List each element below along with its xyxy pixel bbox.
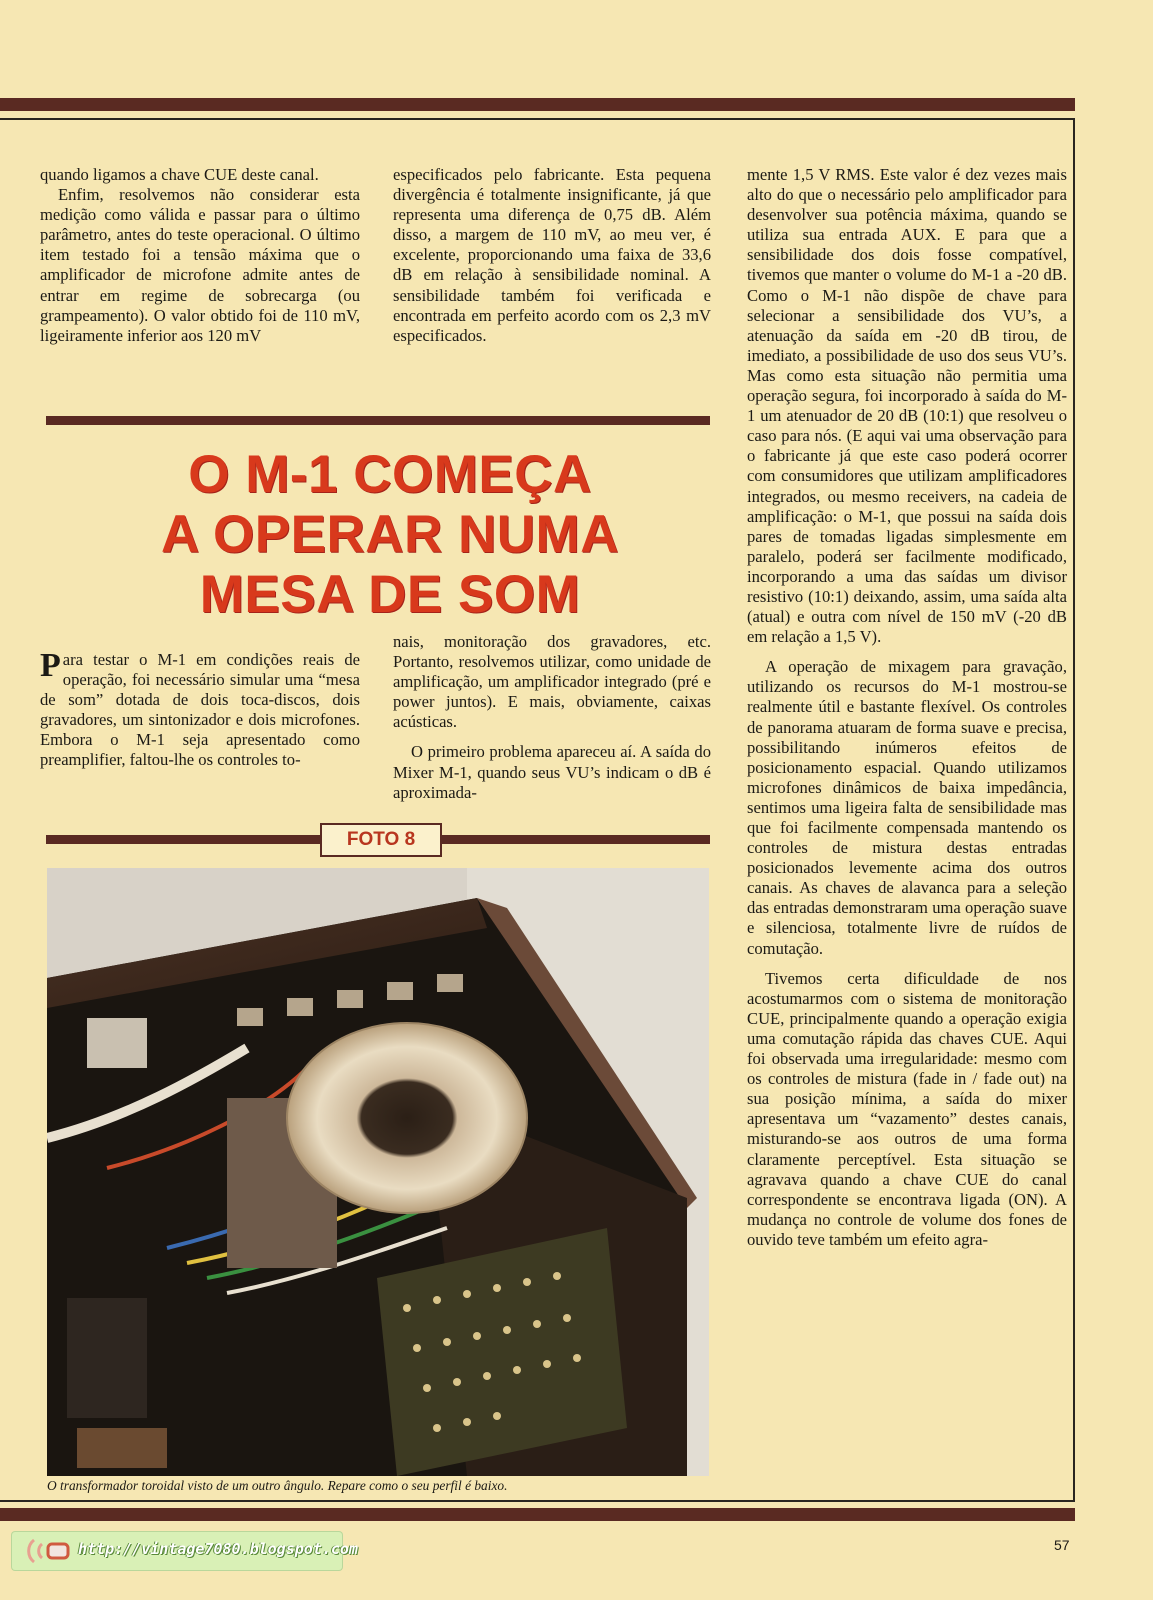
top-rule [0, 98, 1075, 111]
paragraph [40, 647, 360, 771]
paragraph: nais, monitoração dos gravadores, etc. Portanto, resolvemos utilizar, como unidade de amplificação, um amplificador integrado (pré e power juntos). E mais, obviamente, caixas acústicas. [393, 632, 711, 732]
column-1-mid [40, 647, 360, 771]
column-2-mid [393, 632, 711, 803]
paragraph: O primeiro problema apareceu aí. A saída do Mixer M-1, quando seus VU’s indicam o dB é aproximada- [393, 742, 711, 802]
headline-rule [46, 416, 710, 425]
column-3 [747, 165, 1067, 1250]
photo-label: FOTO 8 [320, 823, 442, 857]
photo-illustration [47, 868, 709, 1476]
column-1-top [40, 165, 360, 346]
paragraph: Tivemos certa dificuldade de nos acostumarmos com o sistema de monitoração CUE, principalmente quando a operação exigia uma comutação rápida das chaves CUE. Aqui foi observada uma irregularidade: mesmo com os controles de mistura (fade in / fade out) na sua posição mínima, a saída do mixer apresentava um “vazamento” destes canais, misturando-se aos outros de uma forma claramente perceptível. Esta situação se agravava quando a chave CUE do canal correspondente se encontrava ligada (ON). A mudança no controle de volume dos fones de ouvido teve também um efeito agra- [747, 968, 1067, 1249]
bottom-thin-rule [0, 1500, 1075, 1502]
paragraph: mente 1,5 V RMS. Este valor é dez vezes mais alto do que o necessário pelo amplificador para desenvolver sua potência máxima, quando se utiliza sua entrada AUX. E para que a sensibilidade dos dois fosse compatível, tivemos que manter o volume do M-1 a -20 dB. Como o M-1 não dispõe de chave para selecionar a sensibilidade dos VU’s, a atenuação da saída em -20 dB tirou, de imediato, a possibilidade de uso dos seus VU’s. Mas como esta situação não permitia uma operação segura, foi incorporado à saída do M-1 um atenuador de 20 dB (10:1) que resolveu o caso para nós. (E aqui vai uma observação para o fabricante já que este caso poderá ocorrer com consumidores que utilizam amplificadores integrados, ou mesmo receivers, na cadeia de amplificação: o M-1, que possui na saída dois pares de tomadas ligadas simplesmente em paralelo, poderá ser facilmente modificado, incorporando a uma das saídas um divisor resistivo (10:1) deixando, assim, uma saída alta (atual) e outra com nível de 150 mV (-20 dB em relação a 1,5 V). [747, 165, 1067, 647]
drop-cap: P [40, 647, 61, 684]
blog-watermark [12, 1532, 358, 1570]
article-headline [120, 445, 660, 625]
headline-line: A OPERAR NUMA [161, 505, 619, 564]
signal-icon [18, 1532, 78, 1570]
page-number: 57 [1054, 1537, 1070, 1553]
photo-toroidal-transformer [47, 868, 709, 1476]
paragraph: A operação de mixagem para gravação, utilizando os recursos do M-1 mostrou-se realmente útil e bastante flexível. Os controles de panorama atuaram de forma suave e precisa, possibilitando inúmeros efeitos de posicionamento espacial. Quando utilizamos microfones dinâmicos de baixa impedância, sentimos uma ligeira falta de sensibilidade mas que foi facilmente compensada mantendo os controles de mistura destas entradas posicionados levemente acima dos outros canais. As chaves de alavanca para a seleção das entradas demonstraram uma operação suave e silenciosa, totalmente livre de ruídos de comutação. [747, 657, 1067, 958]
right-border [1073, 118, 1075, 1500]
column-2-top [393, 165, 711, 346]
paragraph: quando ligamos a chave CUE deste canal. [40, 165, 319, 184]
headline-line: MESA DE SOM [199, 565, 581, 624]
paragraph: especificados pelo fabricante. Esta pequena divergência é totalmente insignificante, já que representa uma diferença de 0,75 dB. Além disso, a margem de 110 mV, ao meu ver, é excelente, proporcionando uma faixa de 33,6 dB em relação à sensibilidade nominal. A sensibilidade também foi verificada e encontrada em perfeito acordo com os 2,3 mV especificados. [393, 165, 711, 345]
watermark-url: http://vintage7080.blogspot.com [78, 1540, 358, 1558]
headline-line: O M-1 COMEÇA [188, 445, 592, 504]
paragraph: Enfim, resolvemos não considerar esta medição como válida e passar para o último parâmetro, antes do teste operacional. O último item testado foi a tensão máxima que o amplificador de microfone admite antes de entrar em regime de sobrecarga (ou grampeamento). O valor obtido foi de 110 mV, ligeiramente inferior aos 120 mV [40, 185, 360, 345]
top-thin-rule [0, 118, 1075, 120]
bottom-rule [0, 1508, 1075, 1521]
photo-caption: O transformador toroidal visto de um outro ângulo. Repare como o seu perfil é baixo. [47, 1478, 508, 1493]
paragraph-text: ara testar o M-1 em condições reais de operação, foi necessário simular uma “mesa de som” dotada de dois toca-discos, dois gravadores, um sintonizador e dois microfones. Embora o M-1 seja apresentado como preamplifier, faltou-lhe os controles to- [40, 650, 360, 770]
